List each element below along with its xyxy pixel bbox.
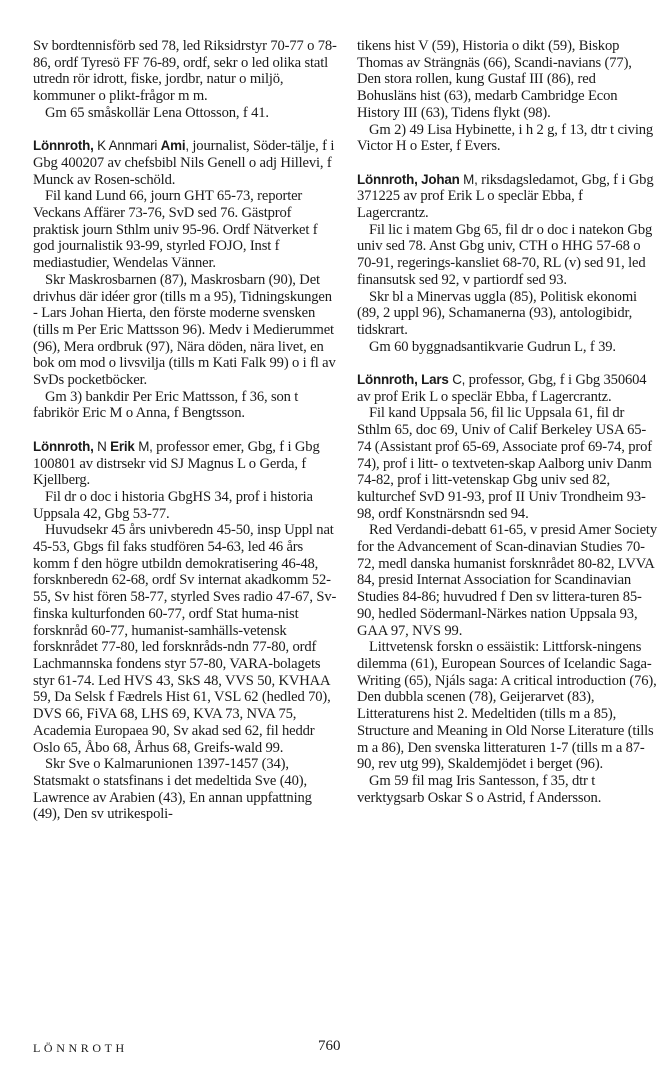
paragraph: Gm 59 fil mag Iris Santesson, f 35, dtr t verktygsarb Oskar S o Astrid, f Andersson.	[357, 772, 602, 806]
paragraph: Skr Maskrosbarnen (87), Maskrosbarn (90), Det drivhus där idéer gror (tills m a 95), Tidningskungen - Lars Johan Hierta, den förste moderne svensken (tills m Per Eric Mattsson 96). Medv i Medierummet (96), Mera ordbruk (97), Nära döden, nära livet, en bok om mod o livsvilja (tills m Kati Falk 99) o i fl av SvDs pocketböcker.	[33, 271, 336, 389]
paragraph: Gm 2) 49 Lisa Hybinette, i h 2 g, f 13, dtr t civing Victor H o Ester, f Evers.	[357, 121, 654, 155]
entry-intro: journalist, Söder-tälje, f i Gbg 400207 av chefsbibl Nils Genell o adj Hillevi, f Munck av Rosen-schöld.	[33, 138, 335, 188]
entry-lonnroth-erik	[33, 439, 339, 823]
paragraph: Fil dr o doc i historia GbgHS 34, prof i historia Uppsala 42, Gbg 53-77.	[33, 488, 313, 522]
entry-intro: professor emer, Gbg, f i Gbg 100801 av distrsekr vid SJ Magnus L o Gerda, f Kjellberg.	[33, 438, 320, 489]
entry-given-names: Johan M,	[421, 171, 478, 187]
entry-given-names: Lars C,	[421, 372, 466, 388]
paragraph: Gm 65 småskollär Lena Ottosson, f 41.	[45, 104, 269, 121]
entry-surname: Lönnroth,	[357, 171, 418, 187]
paragraph: Gm 60 byggnadsantikvarie Gudrun L, f 39.	[369, 338, 616, 355]
paragraph: Huvudsekr 45 års univberedn 45-50, insp Uppl nat 45-53, Gbgs fil faks studfören 54-63, led 46 års komm f den högre utbildn demokratisering 46-48, forsknberedn 62-68, ordf Sv internat akadkomm 52-55, Sv hist fören 58-77, styrled Sves radio 47-67, Sv-finska kulturfonden 60-77, ordf Stat huma-nist forsknråd 60-77, humanist-samhälls-vetensk forsknrådet 77-80, led forsknråds-ndn 77-80, ordf Lachmannska fondens styr 57-80, VARA-bolagets styr 61-74. Led HVS 43, SkS 48, VVS 50, KVHAA 59, Da Selsk f Fædrels Hist 61, VSL 62 (hedled 70), DVS 66, FiVA 68, LHS 69, KVA 73, NVA 75, Academia Europaea 90, Sv akad sed 62, fil heddr Oslo 65, Åbo 68, Århus 68, Greifs-wald 99.	[33, 522, 337, 756]
right-column	[357, 38, 657, 823]
paragraph: Gm 3) bankdir Per Eric Mattsson, f 36, son t fabrikör Eric M o Anna, f Bengtsson.	[33, 388, 299, 422]
entry-intro: riksdagsledamot, Gbg, f i Gbg 371225 av prof Erik L o speclär Ebba, f Lagercrantz.	[357, 171, 654, 222]
paragraph: Red Verdandi-debatt 61-65, v presid Amer Society for the Advancement of Scan-dinavian Studies 70-72, medl danska humanist forsknrådet 80-82, LVVA 84, presid Internat Association for Scandinavian Studies 84-86; huvudred f Den sv littera-turen 85-90, hedled Södermanl-Närkes nation Uppsala 93, GAA 97, NVS 99.	[357, 522, 657, 639]
entry-heading	[357, 172, 657, 222]
continued-entry-left	[33, 38, 339, 122]
entry-heading	[33, 439, 339, 489]
paragraph: Sv bordtennisförb sed 78, led Riksidrstyr 70-77 o 78-86, ordf Tyresö FF 76-89, ordf, sekr o led olika statl utredn rör idrott, fiske, jordbr, natur o miljö, kommuner o plikt-frågor m m.	[33, 38, 337, 105]
paragraph: Skr bl a Minervas uggla (85), Politisk ekonomi (89, 2 uppl 96), Schamanerna (93), antologibidr, tidskrart.	[357, 288, 637, 338]
paragraph: Littvetensk forskn o essäistik: Littforsk-ningens dilemma (61), European Sources of Icelandic Saga-Writing (65), Njáls saga: A critical introduction (76), Den dubbla scenen (78), Geijerarvet (83), Litteraturens hist 2. Medeltiden (tills m a 85), Structure and Meaning in Old Norse Literature (tills m a 86), Den svenska litteraturen 1-7 (tills m a 87-90, rev utg 99), Skaldemjödet i berget (96).	[357, 639, 657, 773]
entry-given-names: N Erik M,	[97, 438, 153, 454]
entry-lonnroth-lars	[357, 372, 657, 806]
entry-heading	[357, 372, 657, 405]
entry-given-names: K Annmari Ami,	[97, 138, 189, 154]
running-head: LÖNNROTH	[33, 1041, 128, 1055]
paragraph: Skr Sve o Kalmarunionen 1397-1457 (34), Statsmakt o statsfinans i det medeltida Sve (40), Lawrence av Arabien (43), En annan uppfattning (49), Den sv utrikespoli-	[33, 756, 312, 823]
continued-entry-right	[357, 38, 657, 155]
entry-surname: Lönnroth,	[33, 438, 94, 454]
entry-surname: Lönnroth,	[33, 138, 94, 154]
paragraph: Fil kand Lund 66, journ GHT 65-73, reporter Veckans Affärer 73-76, SvD sed 76. Gästprof praktisk journ Sthlm univ 95-96. Ordf Nätverket f god journalistik 93-99, styrled FOJO, Inst f mediastudier, Wendelas Vänner.	[33, 188, 318, 272]
entry-surname: Lönnroth,	[357, 372, 418, 388]
paragraph: Fil kand Uppsala 56, fil lic Uppsala 61, fil dr Sthlm 65, doc 69, Univ of Calif Berkeley USA 65-74 (Assistant prof 65-69, Associate prof 69-74, prof 74), prof i litt- o textveten-skap Aalborg univ Danm 74-82, prof i litt-vetenskap Gbg univ sed 82, kulturchef SvD 91-93, prof II Univ Trondheim 93-98, ordf Konstnärsndn sed 94.	[357, 405, 652, 522]
entry-lonnroth-johan	[357, 172, 657, 356]
left-column	[33, 38, 339, 840]
paragraph: tikens hist V (59), Historia o dikt (59), Biskop Thomas av Strängnäs (66), Scandi-navians (77), Den stora rollen, kung Gustaf III (86), red Bohusläns hist (63), medarb Cambridge Econ History III (63), Tidens flykt (98).	[357, 38, 632, 121]
entry-lonnroth-ami	[33, 138, 339, 422]
page-number: 760	[318, 1038, 341, 1054]
paragraph: Fil lic i matem Gbg 65, fil dr o doc i natekon Gbg univ sed 78. Anst Gbg univ, CTH o HHG 57-68 o 70-91, regerings-kansliet 68-70, RL (v) sed 91, led finansutsk sed 92, v partiordf sed 93.	[357, 221, 653, 288]
entry-intro: professor, Gbg, f i Gbg 350604 av prof Erik L o speclär Ebba, f Lagercrantz.	[357, 372, 647, 405]
entry-heading	[33, 138, 339, 188]
